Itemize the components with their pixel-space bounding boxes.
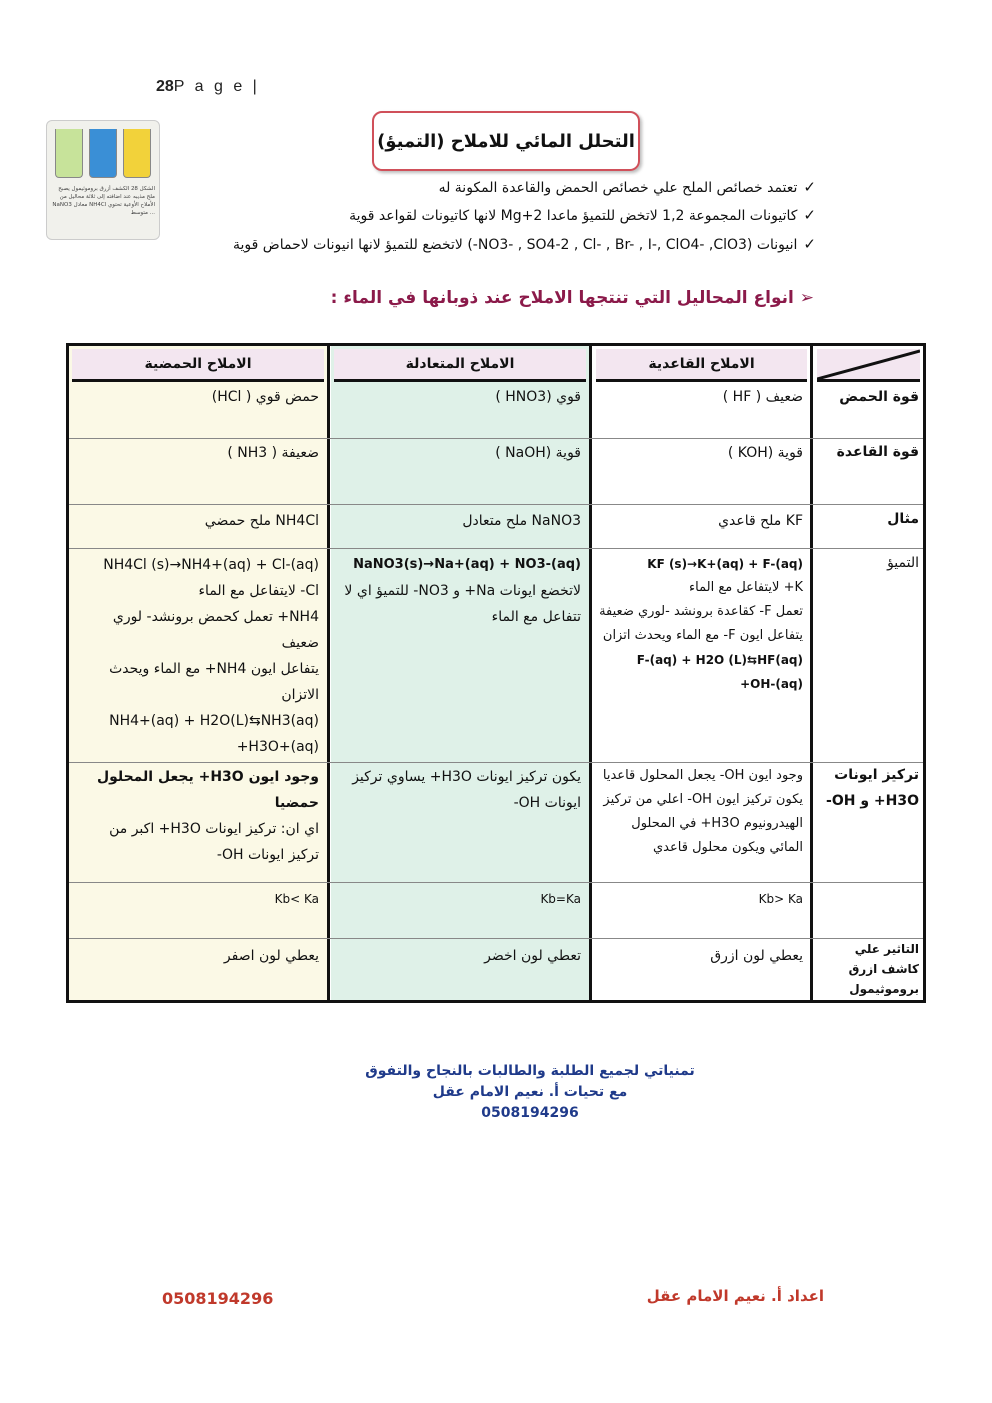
row-divider [69,882,923,883]
concentration-line: وجود ايون H3O+ يجعل المحلول حمضيا [96,769,319,811]
yellow-beaker-icon [123,129,151,178]
header-corner [817,349,920,382]
wish-phone: 0508194296 [481,1105,579,1121]
beakers-photo [46,120,160,240]
header-basic: الاملاح القاعدية [596,349,807,382]
row-divider [69,438,923,439]
hydrolysis-line: تعمل F- كقاعدة برونشد -لوري ضعيفة [599,604,803,619]
hydrolysis-line: Cl- لايتفاعل مع الماء [198,583,319,599]
photo-caption: الشكل 28 الكشف أزرق بروموثيمول يصبح ملح مذيبه عند اضافته إلى ثلاثة محاليل من الأملاح الأوعية تحتوي NH4Cl معادل NaNO3 ... متوسط [52,186,155,216]
blue-beaker-icon [89,129,117,178]
neutral-hydrolysis [339,552,581,630]
neutral-ka-kb: Kb=Ka [540,892,581,906]
basic-acid-strength: ضعيف ( HF ) [722,389,803,405]
acidic-example: NH4Cl ملح حمضي [204,513,319,529]
yellow-green-beaker-icon [55,129,83,178]
concentration-line: وجود ايون OH- يجعل المحلول قاعديا [602,768,803,783]
acidic-acid-strength: حمض قوي ( HCl) [211,389,319,405]
acidic-ka-kb: Kb< Ka [274,892,319,906]
hydrolysis-line: NaNO3(s)→Na+(aq) + NO3-(aq) [353,557,581,572]
neutral-indicator: تعطي لون اخضر [484,948,581,964]
bottom-author: اعداد أ. نعيم الامام عقل [646,1287,824,1305]
acidic-indicator: يعطي لون اصفر [223,948,319,964]
basic-hydrolysis [599,552,803,696]
row-divider [69,938,923,939]
neutral-concentration: يكون تركيز ايونات H3O+ يساوي تركيز ايونات OH- [352,769,581,811]
divider [589,346,592,1000]
wish-line: مع تحيات أ. نعيم الامام عقل [432,1084,628,1100]
neutral-base-strength: قوية (NaOH ) [495,445,581,461]
basic-indicator: يعطي لون ازرق [710,948,803,964]
acidic-hydrolysis [79,552,319,760]
neutral-acid-strength: قوي (HNO3 ) [495,389,581,405]
row-label-concentration: تركيز ايونات H3O+ و OH- [826,767,919,809]
concentration-line: اي ان: تركيز ايونات H3O+ اكبر من تركيز ايونات OH- [109,821,319,863]
row-divider [69,762,923,763]
basic-example: KF ملح قاعدي [718,513,803,529]
basic-base-strength: قوية (KOH ) [727,445,803,461]
divider [810,346,813,1000]
page-number: 28P a g e | [156,78,260,95]
hydrolysis-line: NH4+(aq) + H2O(L)⇆NH3(aq) +H3O+(aq) [109,713,319,755]
acidic-concentration [79,764,319,868]
acidic-base-strength: ضعيفة ( NH3 ) [227,445,319,461]
hydrolysis-line: NH4Cl (s)→NH4+(aq) + Cl-(aq) [103,557,319,573]
checkmark-icon: ✓ [803,178,816,196]
arrow-icon: ➢ [793,288,814,308]
salts-table [66,343,926,1003]
diagonal-line-icon [817,349,920,379]
row-divider [69,504,923,505]
neutral-example: NaNO3 ملح متعادل [462,513,581,529]
section-subtitle: ➢ انواع المحاليل التي تنتجها الاملاح عند ذوبانها في الماء : [330,288,814,308]
hydrolysis-line: F-(aq) + H2O (L)⇆HF(aq) +OH-(aq) [636,653,803,691]
wish-line: تمنياتي لجميع الطلبة والطالبات بالنجاح والتفوق [365,1063,695,1079]
bullet-item: ✓كاتيونات المجموعة 1,2 لاتخض للتميؤ ماعدا Mg+2 لانها كاتيونات لقواعد قوية [349,206,816,224]
checkmark-icon: ✓ [803,235,816,253]
header-acidic: الاملاح الحمضية [72,349,324,382]
hydrolysis-line: يتفاعل ايون F- مع الماء ويحدث اتزان [602,628,803,643]
hydrolysis-line: K+ لايتفاعل مع الماء [689,580,803,595]
divider [327,346,330,1000]
row-label-hydrolysis: التميؤ [887,555,919,571]
basic-concentration [599,764,803,860]
hydrolysis-line: NH4+ تعمل كحمض برونشد- لوري ضعيف [112,609,319,651]
checkmark-icon: ✓ [803,206,816,224]
basic-ka-kb: Kb> Ka [758,892,803,906]
hydrolysis-line: KF (s)→K+(aq) + F-(aq) [647,557,803,571]
page-title: التحلل المائي للاملاح (التميؤ) [372,111,640,171]
bullet-item: ✓انيونات (NO3- , SO4-2 , Cl- , Br- , I-, ClO4- ,ClO3-) لاتخضع للتميؤ لانها انيونات لاحماض قوية [233,235,816,253]
bullet-item: ✓تعتمد خصائص الملح علي خصائص الحمض والقاعدة المكونة له [438,178,816,196]
hydrolysis-line: يتفاعل ايون NH4+ مع الماء ويحدث الاتزان [109,661,319,703]
concentration-line: يكون تركيز ايون OH- اعلي من تركيز الهيدرونيوم H3O+ في المحلول المائي ويكون محلول قاعدي [603,792,803,855]
hydrolysis-line: لاتخضع ايونات Na+ و NO3- للتميؤ اي لا تتفاعل مع الماء [344,583,581,625]
row-label-acid-strength: قوة الحمض [839,389,919,405]
row-label-example: مثال [887,511,919,527]
header-neutral: الاملاح المتعادلة [334,349,586,382]
row-label-indicator: التاثير علي كاشف ازرق بروموثيمول [848,942,919,996]
row-label-base-strength: قوة القاعدة [836,444,919,460]
footer-wishes [330,1061,730,1124]
bottom-phone: 0508194296 [162,1289,274,1308]
row-divider [69,548,923,549]
